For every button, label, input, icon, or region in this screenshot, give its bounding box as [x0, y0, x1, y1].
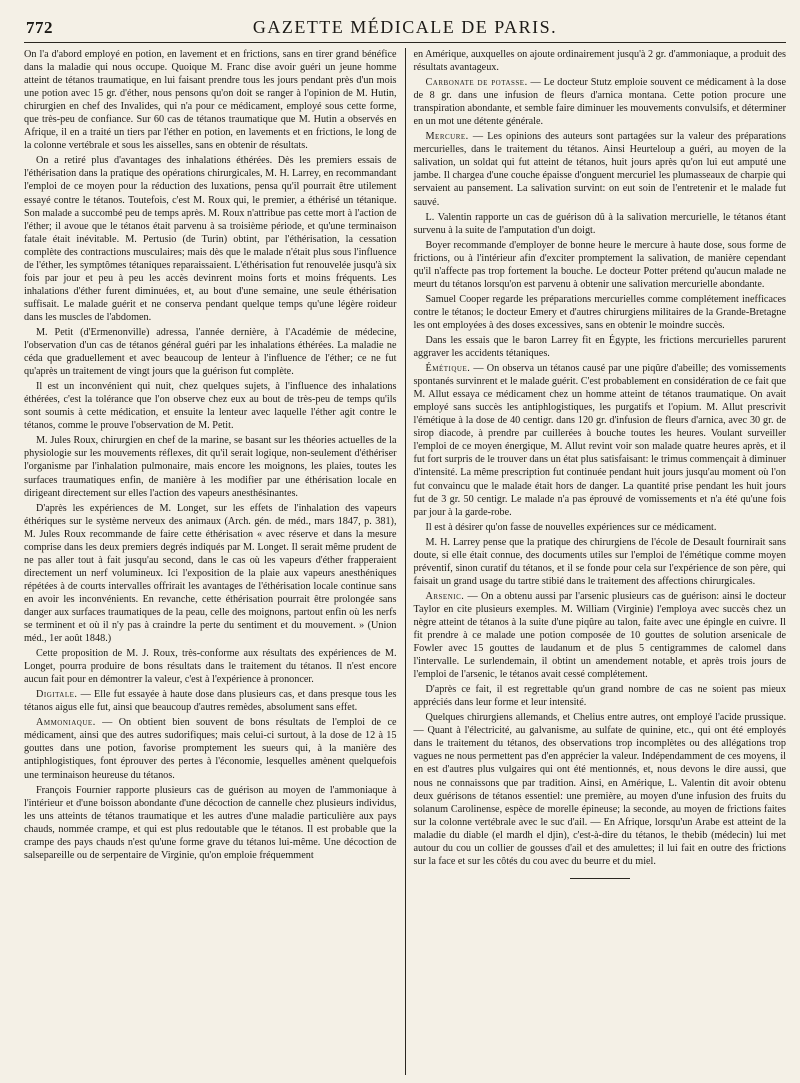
page-header	[24, 12, 786, 43]
right-column	[405, 48, 787, 1075]
paragraph: en Amérique, auxquelles on ajoute ordinairement jusqu'à 2 gr. d'ammoniaque, a produit des résultats avantageux.	[413, 49, 786, 74]
paragraph: Cette proposition de M. J. Roux, très-conforme aux résultats des expériences de M. Longet, pourra produire de bons résultats dans le traitement du tétanos. Il n'est encore aucun fait pour en démontrer la valeur, c'est à l'expérience à prononcer.	[24, 648, 397, 686]
paragraph: On l'a d'abord employé en potion, en lavement et en frictions, sans en tirer grand bénéfice dans la maladie qui nous occupe. Quoique M. Franc dise avoir guéri un jeune homme atteint de tétanos traumatique, en lui faisant prendre tous les jours pendant près d'un mois une potion avec 15 gr. d'éther, nous pensons qu'on doit se ranger à l'opinion de M. Hutin, chirurgien en chef des Invalides, qui n'a pour ce médicament, employé sous cette forme, que très-peu de confiance. Sur 60 cas de tétanos traumatique que M. Hutin a observés en Afrique, il en a traité un tiers par l'éther en potion, en lavements et en frictions, le long de la colonne vertébrale et sous les aisselles, sans en obtenir de résultats.	[24, 49, 397, 152]
paragraph: M. Petit (d'Ermenonville) adressa, l'année dernière, à l'Académie de médecine, l'observation d'un cas de tétanos général guéri par les inhalations éthérées. La maladie ne céda que graduellement et avec beaucoup de lenteur à l'influence de l'éther; ce ne fut qu'après un traitement de vingt jours que la guérison fut complète.	[24, 326, 397, 378]
section-carbonate	[414, 76, 787, 128]
paragraph: Il est à désirer qu'on fasse de nouvelles expériences sur ce médicament.	[425, 521, 717, 533]
section-heading: Ammoniaque.	[36, 717, 96, 729]
section-digitale	[24, 688, 397, 714]
end-rule	[570, 878, 630, 879]
section-text: — On observa un tétanos causé par une piqûre d'abeille; des vomissements spontanés survinrent et le malade guérit. C'est probablement en considération de ce fait que M. Allut essaya ce médicament chez un homme atteint de tétanos traumatique. On avait employé sans succès les antiphlogistiques, les purgatifs et l'opium. M. Allut prescrivit l'émétique à la dose de 40 centigr. dans 120 gr. d'infusion de fleurs d'arnica, avec 30 gr. de sirop diacode, à prendre par cuillerées à bouche toutes les heures. Voulant surveiller l'emploi de ce moyen énergique, M. Allut revint voir son malade quatre heures après, et il fut fort surpris de le trouver dans un état plus satisfaisant: le trimus commençait à diminuer d'intensité. La même prescription fut continuée pendant huit jours jusqu'au moment où l'on fut convaincu que le malade était hors de danger. La quantité prise pendant les huit jours fut de 3 gr. 50 centigr. Le malade n'a pas éprouvé de vomissements et n'a été qu'une fois par jour à la garde-robe.	[413, 363, 786, 518]
paragraph: D'après les expériences de M. Longet, sur les effets de l'inhalation des vapeurs éthériques sur le système nerveux des animaux (Arch. gén. de méd., mars 1847, p. 381), M. Jules Roux recommande de faire cette éthérisation « avec réserve et dans la mesure comprise dans les deux premiers degrés indiqués par M. Longet. Il serait même prudent de ne pas aller tout à fait jusqu'au second, dans le cas où les vapeurs d'éther frapperaient directement un nerf volumineux. Ici l'exposition de la plaie aux vapeurs anesthéniques répétées à de courts intervalles offrirait les avantages de l'éthérisation locale continue sans en avoir les inconvénients. En revanche, cette éthérisation pourrait être prolongée sans danger aux surfaces traumatiques de la peau, celle des moignons, partout enfin où les nerfs se terminent et où il n'y pas à craindre la perte du sentiment et du mouvement. » (Union méd., 1er août 1848.)	[24, 502, 397, 645]
section-text: — Le docteur Stutz emploie souvent ce médicament à la dose de 8 gr. dans une infusion de fleurs d'arnica montana. Cette potion procure une transpiration abondante, et semble faire diminuer les mouvements convulsifs, et déterminer en un mot une détente générale.	[413, 77, 786, 128]
section-mercure	[414, 130, 787, 208]
journal-title: GAZETTE MÉDICALE DE PARIS.	[252, 17, 558, 37]
section-emetique	[414, 362, 787, 519]
left-column	[24, 48, 405, 1075]
section-text: — On a obtenu aussi par l'arsenic plusieurs cas de guérison: ainsi le docteur Taylor en cite plusieurs exemples. M. William (Virginie) l'employa avec succès chez un nègre atteint de tétanos à la suite d'une piqûre au talon, faite avec une épingle en cuivre. Il fit prendre à ce malade une potion composée de 10 gouttes de solution arsenicale de Fowler avec 15 gouttes de laudanum et de plus 5 centigrammes de calomel dans l'intervalle. Le surlendemain, il obtint un amendement notable, et après trois jours de l'emploi de l'arsenic, le tétanos avait cessé complétement.	[413, 590, 786, 681]
section-heading: Émétique.	[425, 363, 471, 375]
paragraph: Quelques chirurgiens allemands, et Chelius entre autres, ont employé l'acide prussique. — Quant à l'électricité, au galvanisme, au sulfate de quinine, etc., qui ont été employés dans le traitement du tétanos, des observations trop incomplètes ou des allégations trop vagues ne nous permettent pas d'en apprécier la valeur. Indépendamment de ces moyens, il en est d'autres plus vulgaires qui ont été mentionnés, et, nous devons le dire aussi, que nous ne connaissons que par tradition. Ainsi, en Amérique, L. Valentin dit avoir obtenu deux guérisons de tétanos essentiel: une première, au moyen d'une infusion des fruits du solanum Carolinense, espèce de morelle épineuse; la seconde, au moyen de frictions faites sur la colonne vertébrale avec le suc d'ail. — En Afrique, lorsqu'un Arabe est atteint de la maladie du diable (el mardh el djin), c'est-à-dire du tétanos, le thebib (médecin) lui met autour du cou un collier de gousses d'ail et des amulettes; il lui fait en outre des frictions sur la face et sur les côtés du cou avec du beurre et du miel.	[413, 712, 786, 867]
paragraph: François Fournier rapporte plusieurs cas de guérison au moyen de l'ammoniaque à l'intérieur et d'une boisson abondante d'une décoction de cannelle chez plusieurs individus, les uns atteints de tétanos traumatique et les autres d'une maladie particulière aux pays chauds, nommée crampe, et qui est plus redoutable que le tétanos. Il est probable que la crampe des pays chauds n'est qu'une forme grave du tétanos lui-même. Une décoction de salsepareille ou de serpentaire de Virginie, qu'on emploie fréquemment	[24, 784, 397, 861]
paragraph: Dans les essais que le baron Larrey fit en Égypte, les frictions mercurielles parurent aggraver les accidents tétaniques.	[413, 334, 786, 360]
paragraph: D'après ce fait, il est regrettable qu'un grand nombre de cas ne soient pas mieux appréciés dans leur forme et leur intensité.	[413, 684, 786, 709]
paragraph: On a retiré plus d'avantages des inhalations éthérées. Dès les premiers essais de l'éthérisation dans la pratique des opérations chirurgicales, M. H. Larrey, en recommandant l'emploi de ce moyen pour la réduction des luxations, pensa qu'il pourrait être utilement essayé contre le tétanos. Toutefois, c'est M. Roux qui, le premier, a éthérisé un tétanique. Son malade a succombé peu de temps après. M. Roux n'attribue pas cette mort à l'action de l'éther; il avoue que le tétanos était parvenu à sa troisième période, et qu'une terminaison fatale était inévitable. M. Pertusio (de Turin) obtint, par l'éthérisation, la cessation complète des contractions musculaires; mais dès que le malade n'était plus sous l'influence de l'éther, les symptômes tétaniques reparaissaient. L'éthérisation fut renouvelée jusqu'à six fois par jour et peu à peu les accès devinrent moins forts et moins fréquents. Les inhalations d'éther furent diminuées, et, au bout d'une semaine, une seule éthérisation suffisait. Le malade guérit et ne conserva pendant quelque temps qu'une légère roideur dans les muscles de l'abdomen.	[24, 155, 397, 323]
section-text: — On obtient bien souvent de bons résultats de l'emploi de ce médicament, ainsi que des autres sudorifiques; mais celui-ci surtout, à la dose de 12 à 15 gouttes dans une potion, favorise promptement les sueurs qui, à la manière des antiphlogistiques, font éprouver des pertes à l'économie, lesquelles amènent quelquefois une terminaison heureuse du tétanos.	[24, 717, 397, 781]
section-heading: Digitale.	[36, 689, 78, 701]
section-text: — Les opinions des auteurs sont partagées sur la valeur des préparations mercurielles, dans le traitement du tétanos. Ainsi Heurteloup a guéri, au moyen de la salivation, un soldat qui fut atteint de tétanos, huit jours après qu'on lui eut amputé une jambe. Il chargea d'une couche épaisse d'onguent mercuriel les plumasseaux de charpie qui servaient au pansement. La salivation survint: on eut soin de l'entretenir et le malade fut sauvé.	[413, 131, 786, 208]
page-number: 772	[26, 18, 53, 37]
section-heading: Arsenic.	[425, 590, 465, 602]
section-ammoniaque	[24, 716, 397, 781]
paragraph: Il est un inconvénient qui nuit, chez quelques sujets, à l'influence des inhalations éthérées, c'est la tolérance que l'on observe chez eux au bout de très-peu de temps qu'ils sont soumis à cette médication, et ensuite la lenteur avec laquelle l'éther agit contre le tétanos, comme le prouve l'observation de M. Petit.	[24, 381, 397, 432]
section-text: — Elle fut essayée à haute dose dans plusieurs cas, et dans presque tous les tétanos aigus elle fut, ainsi que beaucoup d'autres remèdes, absolument sans effet.	[24, 689, 397, 714]
paragraph: L. Valentin rapporte un cas de guérison dû à la salivation mercurielle, le tétanos étant survenu à la suite de l'amputation d'un doigt.	[413, 211, 786, 236]
section-heading: Mercure.	[425, 131, 469, 143]
paragraph: Samuel Cooper regarde les préparations mercurielles comme complétement inefficaces contre le tétanos; le docteur Emery et d'autres chirurgiens militaires de la Grande-Bretagne les ont employées à des doses excessives, sans en obtenir le moindre succès.	[413, 293, 786, 331]
section-arsenic	[414, 590, 787, 681]
section-heading: Carbonate de potasse.	[425, 77, 528, 89]
text-columns	[24, 48, 786, 1075]
paragraph: Boyer recommande d'employer de bonne heure le mercure à haute dose, sous forme de frictions, ou à l'intérieur afin d'exciter promptement la salivation, de manière cependant qu'il n'affecte pas trop fortement la bouche. Le docteur Potter prétend qu'aucun malade ne meurt du tétanos lorsqu'on est parvenu à obtenir une salivation mercurielle abondante.	[413, 239, 786, 290]
paragraph: M. H. Larrey pense que la pratique des chirurgiens de l'école de Desault fournirait sans doute, si elle était connue, des documents utiles sur l'emploi de l'émétique comme moyen préventif, sinon curatif du tétanos, et il se fonde pour cela sur l'expérience de son père, qui faisait un grand usage du tartre stibié dans le traitement des affections chirurgicales.	[413, 536, 786, 587]
paragraph: M. Jules Roux, chirurgien en chef de la marine, se basant sur les théories actuelles de la physiologie sur les mouvements réflexes, dit qu'il serait logique, non-seulement d'éthériser l'organisme par l'inhalation pulmonaire, mais encore les moignons, les plaies, toutes les surfaces traumatiques enfin, de manière à les modifier par une éthérisation locale en dirigeant directement sur elles l'action des vapeurs anesthésinantes.	[24, 435, 397, 499]
